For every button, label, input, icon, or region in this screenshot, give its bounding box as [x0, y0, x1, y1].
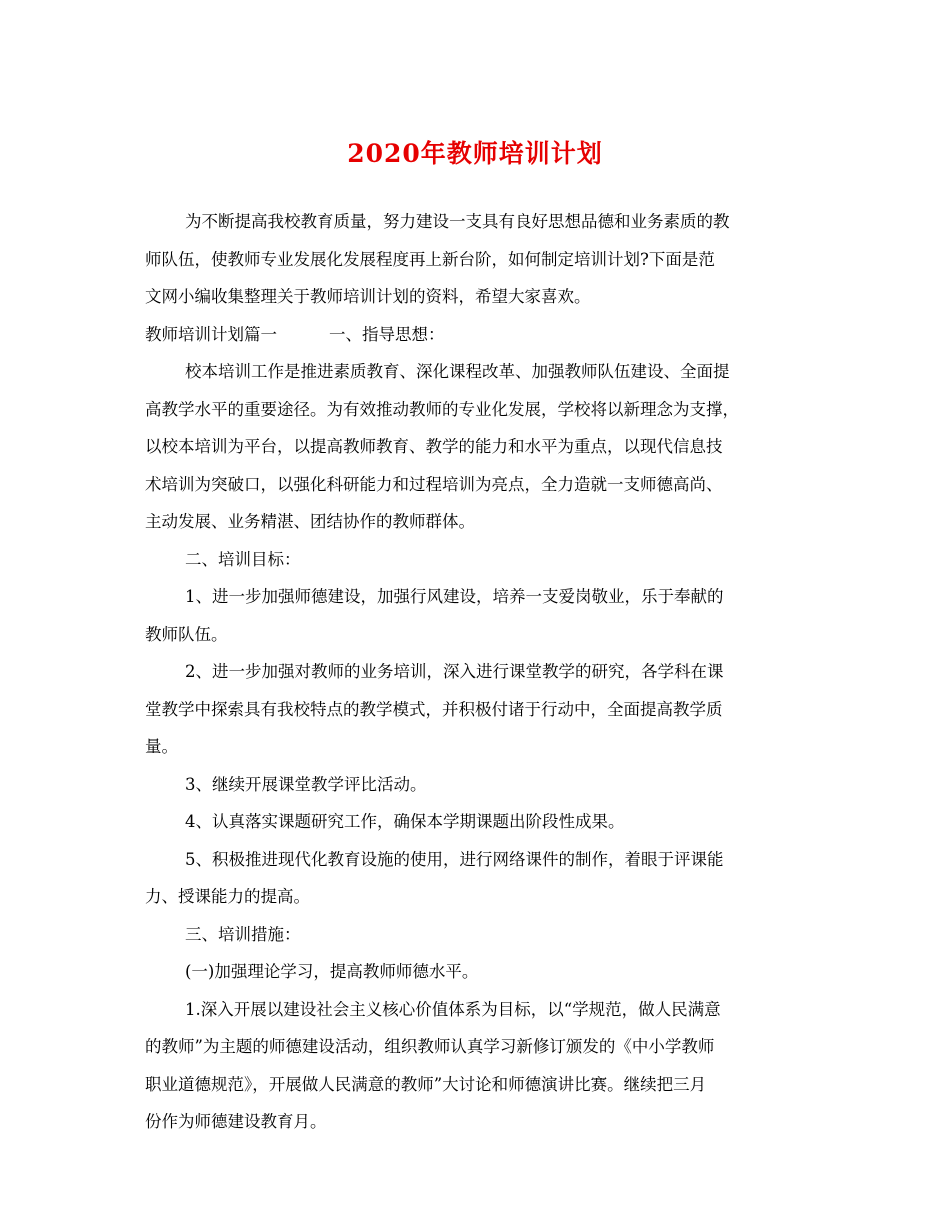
guiding-line: 术培训为突破口，以强化科研能力和过程培训为亮点，全力造就一支师德高尚、: [145, 474, 723, 494]
guiding-line: 高教学水平的重要途径。为有效推动教师的专业化发展，学校将以新理念为支撑，: [145, 399, 739, 419]
section-heading: [145, 316, 815, 354]
measure-1-item-line: 份作为师德建设教育月。: [145, 1112, 327, 1131]
document-title: 2020年教师培训计划: [347, 139, 603, 168]
goal-2-line: 量。: [145, 737, 178, 756]
goal-5-line: 力、授课能力的提高。: [145, 887, 310, 906]
guiding-line: 以校本培训为平台，以提高教师教育、教学的能力和水平为重点，以现代信息技: [145, 437, 723, 456]
measure-1-item-line: 1.深入开展以建设社会主义核心价值体系为目标，以“学规范，做人民满意: [185, 999, 721, 1019]
goals-heading: 二、培训目标：: [185, 549, 301, 569]
measure-1-heading: (一)加强理论学习，提高教师师德水平。: [185, 962, 479, 981]
goal-2-line: 2、进一步加强对教师的业务培训，深入进行课堂教学的研究，各学科在课: [185, 662, 724, 681]
goal-1-line: 1、进一步加强师德建设，加强行风建设，培养一支爱岗敬业，乐于奉献的: [185, 587, 724, 606]
measures-heading: 三、培训措施：: [185, 924, 301, 944]
guiding-line: 主动发展、业务精湛、团结协作的教师群体。: [145, 512, 475, 531]
goal-5-line: 5、积极推进现代化教育设施的使用，进行网络课件的制作，着眼于评课能: [185, 849, 724, 869]
intro-line: 师队伍，使教师专业发展化发展程度再上新台阶，如何制定培训计划?下面是范: [145, 249, 715, 269]
intro-line: 文网小编收集整理关于教师培训计划的资料，希望大家喜欢。: [145, 287, 591, 306]
goal-2-line: 堂教学中探索具有我校特点的教学模式，并积极付诸于行动中，全面提高教学质: [145, 699, 723, 719]
goal-4-line: 4、认真落实课题研究工作，确保本学期课题出阶段性成果。: [185, 812, 625, 831]
intro-line: 为不断提高我校教育质量，努力建设一支具有良好思想品德和业务素质的教: [185, 212, 730, 231]
guiding-line: 校本培训工作是推进素质教育、深化课程改革、加强教师队伍建设、全面提: [185, 362, 730, 381]
section-heading-right: 一、指导思想：: [329, 324, 445, 344]
section-heading-left: 教师培训计划篇一: [145, 324, 277, 344]
goal-1-line: 教师队伍。: [145, 624, 228, 644]
document-body: [145, 203, 815, 1141]
measure-1-item-line: 职业道德规范》，开展做人民满意的教师”大讨论和师德演讲比赛。继续把三月: [145, 1074, 707, 1094]
measure-1-item-line: 的教师”为主题的师德建设活动，组织教师认真学习新修订颁发的《中小学教师: [145, 1037, 715, 1056]
goal-3-line: 3、继续开展课堂教学评比活动。: [185, 774, 427, 794]
